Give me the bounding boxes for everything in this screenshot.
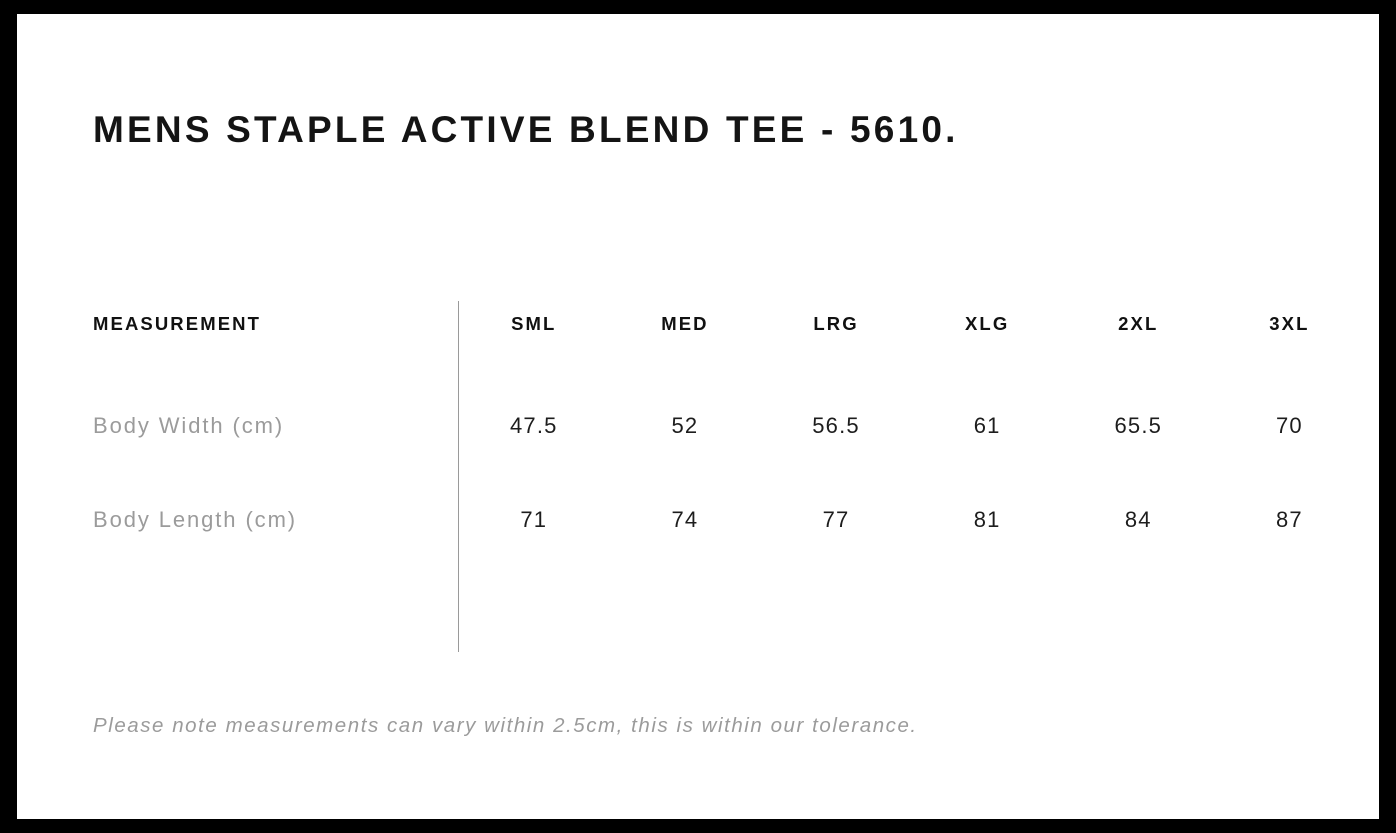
cell-body-width-med: 52 [671,413,699,438]
table-row [93,473,1365,567]
header-size-3xl: 3XL [1269,313,1310,334]
size-chart-page [17,14,1379,819]
tolerance-note: Please note measurements can vary within 2.5cm, this is within our tolerance. [93,714,918,737]
header-size-sml: SML [511,313,557,334]
row-label-body-length: Body Length (cm) [93,507,298,532]
size-table [93,269,1365,567]
cell-body-width-3xl: 70 [1275,413,1303,438]
header-size-2xl: 2XL [1118,313,1159,334]
header-measurement: MEASUREMENT [93,313,262,334]
cell-body-width-sml: 47.5 [509,413,558,438]
table-row [93,379,1365,473]
cell-body-length-med: 74 [671,507,699,532]
header-size-xlg: XLG [964,313,1010,334]
cell-body-width-lrg: 56.5 [812,413,860,438]
cell-body-width-2xl: 65.5 [1114,413,1163,438]
cell-body-width-xlg: 61 [973,413,1001,438]
table-header-row [93,269,1365,379]
header-size-lrg: LRG [813,313,859,334]
header-size-med: MED [661,313,709,334]
cell-body-length-sml: 71 [520,507,548,532]
page-title: MENS STAPLE ACTIVE BLEND TEE - 5610. [93,109,959,150]
cell-body-length-2xl: 84 [1124,507,1152,532]
cell-body-length-3xl: 87 [1275,507,1303,532]
cell-body-length-xlg: 81 [973,507,1001,532]
row-label-body-width: Body Width (cm) [93,413,285,438]
size-table-container [17,269,1379,567]
cell-body-length-lrg: 77 [822,507,850,532]
